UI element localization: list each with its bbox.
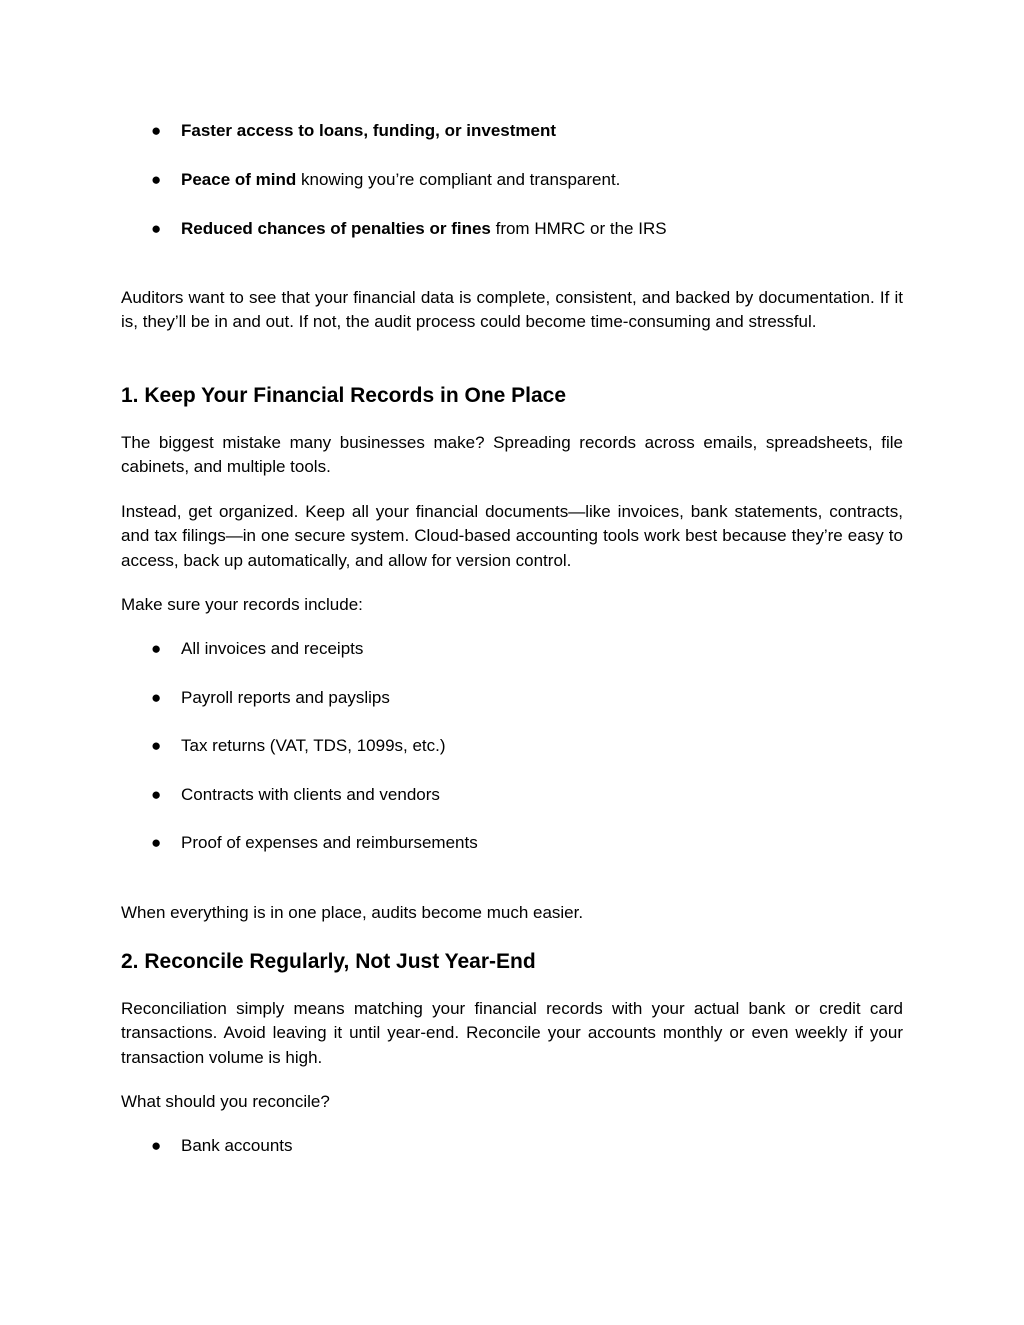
section-heading: 1. Keep Your Financial Records in One Place <box>121 384 567 407</box>
auditors-paragraph: Auditors want to see that your financial data is complete, consistent, and backed by documentation. If it is, they’ll be in and out. If not, the audit process could become time-consuming and stressful. <box>121 288 903 332</box>
list-item-text: Payroll reports and payslips <box>181 688 390 707</box>
list-item-text: All invoices and receipts <box>181 639 364 658</box>
list-item-text: Tax returns (VAT, TDS, 1099s, etc.) <box>181 736 446 755</box>
paragraph: The biggest mistake many businesses make? Spreading records across emails, spreadsheets, file cabinets, and multiple tools. <box>121 433 903 477</box>
list-item-text: Bank accounts <box>181 1136 293 1155</box>
list-item-text: Proof of expenses and reimbursements <box>181 833 478 852</box>
bullet-icon: ● <box>151 639 162 658</box>
list-item-text: from HMRC or the IRS <box>490 219 667 238</box>
bullet-icon: ● <box>151 688 162 707</box>
bullet-icon: ● <box>151 1136 162 1155</box>
list-item-bold-text: Reduced chances of penalties or fines <box>181 219 491 238</box>
section-heading: 2. Reconcile Regularly, Not Just Year-End <box>121 950 536 973</box>
list-item-bold-text: Peace of mind <box>181 170 297 189</box>
list-item-text: Contracts with clients and vendors <box>181 785 440 804</box>
paragraph: Reconciliation simply means matching your financial records with your actual bank or credit card transactions. Avoid leaving it until year-end. Reconcile your accounts monthly or even weekly if your transaction volume is high. <box>121 999 903 1067</box>
paragraph: Instead, get organized. Keep all your financial documents—like invoices, bank statements, contracts, and tax filings—in one secure system. Cloud-based accounting tools work best because they’re easy to access, back up automatically, and allow for version control. <box>121 502 903 570</box>
bullet-icon: ● <box>151 121 162 140</box>
list-intro: What should you reconcile? <box>121 1092 330 1111</box>
bullet-icon: ● <box>151 736 162 755</box>
list-item-bold-text: Faster access to loans, funding, or investment <box>181 121 557 140</box>
paragraph: When everything is in one place, audits become much easier. <box>121 903 584 922</box>
bullet-icon: ● <box>151 219 162 238</box>
bullet-icon: ● <box>151 170 162 189</box>
bullet-icon: ● <box>151 833 162 852</box>
list-item-text: knowing you’re compliant and transparent. <box>296 170 621 189</box>
bullet-icon: ● <box>151 785 162 804</box>
list-intro: Make sure your records include: <box>121 595 363 614</box>
